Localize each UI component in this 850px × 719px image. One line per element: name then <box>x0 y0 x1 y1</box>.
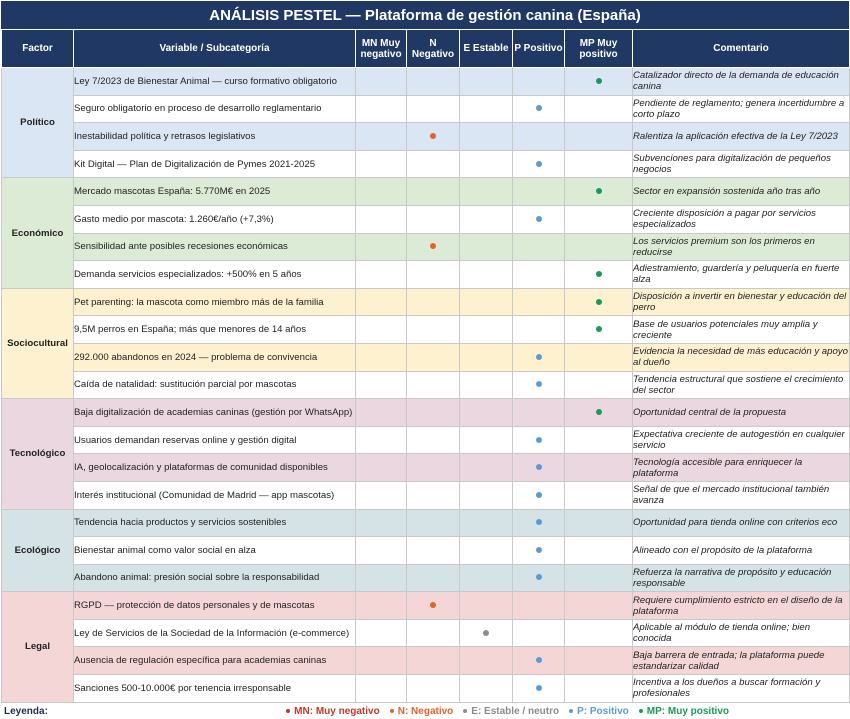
rating-dot-icon <box>430 243 436 249</box>
rating-cell-n <box>407 675 460 703</box>
rating-cell-mp <box>565 592 633 620</box>
comment-cell: Adiestramiento, guardería y peluquería en fuerte alza <box>633 261 850 289</box>
rating-cell-mn <box>356 647 407 675</box>
rating-cell-mp <box>565 261 633 289</box>
rating-cell-e <box>460 399 513 427</box>
rating-cell-mn <box>356 68 407 96</box>
variable-cell: Pet parenting: la mascota como miembro más de la familia <box>74 288 356 316</box>
comment-cell: Expectativa creciente de autogestión en cualquier servicio <box>633 426 850 454</box>
comment-cell: Señal de que el mercado institucional también avanza <box>633 481 850 509</box>
table-row <box>2 205 850 233</box>
variable-cell: Usuarios demandan reservas online y gestión digital <box>74 426 356 454</box>
rating-cell-mp <box>565 150 633 178</box>
comment-cell: Catalizador directo de la demanda de educación canina <box>633 68 850 96</box>
rating-cell-n <box>407 288 460 316</box>
variable-cell: Seguro obligatorio en proceso de desarrollo reglamentario <box>74 95 356 123</box>
table-row <box>2 316 850 344</box>
rating-cell-p <box>513 150 565 178</box>
rating-cell-p <box>513 592 565 620</box>
rating-cell-p <box>513 399 565 427</box>
legend-dot-icon <box>463 709 467 713</box>
rating-cell-e <box>460 592 513 620</box>
factor-cell: Político <box>2 68 74 178</box>
rating-cell-n <box>407 564 460 592</box>
rating-cell-n <box>407 261 460 289</box>
variable-cell: RGPD — protección de datos personales y de mascotas <box>74 592 356 620</box>
rating-cell-n <box>407 592 460 620</box>
rating-cell-n <box>407 316 460 344</box>
rating-cell-p <box>513 95 565 123</box>
comment-cell: Pendiente de reglamento; genera incertidumbre a corto plazo <box>633 95 850 123</box>
rating-dot-icon <box>536 354 542 360</box>
rating-cell-p <box>513 619 565 647</box>
table-row <box>2 371 850 399</box>
variable-cell: Demanda servicios especializados: +500% en 5 años <box>74 261 356 289</box>
header-p: P Positivo <box>513 30 565 68</box>
rating-cell-mn <box>356 288 407 316</box>
rating-cell-e <box>460 68 513 96</box>
rating-cell-p <box>513 123 565 151</box>
legend-item-mn <box>286 706 380 717</box>
comment-cell: Subvenciones para digitalización de pequeños negocios <box>633 150 850 178</box>
table-row <box>2 343 850 371</box>
rating-cell-mp <box>565 123 633 151</box>
rating-cell-e <box>460 619 513 647</box>
header-variable: Variable / Subcategoría <box>74 30 356 68</box>
header-mn: MN Muy negativo <box>356 30 407 68</box>
legend-dot-icon <box>569 709 573 713</box>
rating-cell-mp <box>565 481 633 509</box>
header-factor: Factor <box>2 30 74 68</box>
rating-cell-mn <box>356 178 407 206</box>
comment-cell: Aplicable al módulo de tienda online; bien conocida <box>633 619 850 647</box>
table-row <box>2 426 850 454</box>
comment-cell: Evidencia la necesidad de más educación y apoyo al dueño <box>633 343 850 371</box>
rating-dot-icon <box>596 299 602 305</box>
rating-cell-n <box>407 537 460 565</box>
table-row <box>2 647 850 675</box>
table-body <box>2 68 850 703</box>
rating-cell-n <box>407 233 460 261</box>
rating-cell-mp <box>565 371 633 399</box>
legend-item-label: E: Estable / neutro <box>471 705 560 717</box>
table-row <box>2 509 850 537</box>
rating-cell-e <box>460 564 513 592</box>
sheet-title: ANÁLISIS PESTEL — Plataforma de gestión canina (España) <box>1 1 849 29</box>
rating-dot-icon <box>536 437 542 443</box>
rating-dot-icon <box>596 78 602 84</box>
rating-cell-mp <box>565 675 633 703</box>
header-n: N Negativo <box>407 30 460 68</box>
factor-cell: Sociocultural <box>2 288 74 398</box>
rating-cell-mp <box>565 564 633 592</box>
rating-dot-icon <box>536 216 542 222</box>
header-e: E Estable <box>460 30 513 68</box>
rating-dot-icon <box>536 381 542 387</box>
header-row <box>2 30 850 68</box>
rating-cell-e <box>460 150 513 178</box>
rating-cell-n <box>407 509 460 537</box>
rating-dot-icon <box>596 409 602 415</box>
rating-cell-e <box>460 371 513 399</box>
legend-item-label: MP: Muy positivo <box>646 705 729 717</box>
table-row <box>2 261 850 289</box>
comment-cell: Oportunidad para tienda online con criterios eco <box>633 509 850 537</box>
table-row <box>2 123 850 151</box>
table-row <box>2 288 850 316</box>
comment-cell: Refuerza la narrativa de propósito y educación responsable <box>633 564 850 592</box>
rating-cell-p <box>513 316 565 344</box>
variable-cell: Ausencia de regulación específica para academias caninas <box>74 647 356 675</box>
rating-cell-mn <box>356 150 407 178</box>
factor-cell: Ecológico <box>2 509 74 592</box>
rating-cell-mn <box>356 399 407 427</box>
rating-cell-mn <box>356 592 407 620</box>
rating-cell-n <box>407 619 460 647</box>
rating-cell-e <box>460 123 513 151</box>
variable-cell: Sanciones 500-10.000€ por tenencia irresponsable <box>74 675 356 703</box>
rating-cell-mn <box>356 481 407 509</box>
variable-cell: Mercado mascotas España: 5.770M€ en 2025 <box>74 178 356 206</box>
rating-cell-p <box>513 647 565 675</box>
legend-label: Leyenda: <box>4 705 48 717</box>
legend-dot-icon <box>639 709 643 713</box>
rating-cell-e <box>460 233 513 261</box>
comment-cell: Baja barrera de entrada; la plataforma puede estandarizar calidad <box>633 647 850 675</box>
rating-cell-e <box>460 675 513 703</box>
rating-cell-e <box>460 205 513 233</box>
variable-cell: 9,5M perros en España; más que menores de 14 años <box>74 316 356 344</box>
rating-cell-mn <box>356 261 407 289</box>
rating-cell-e <box>460 426 513 454</box>
legend <box>1 704 849 718</box>
rating-cell-mp <box>565 619 633 647</box>
table-row <box>2 537 850 565</box>
rating-dot-icon <box>536 519 542 525</box>
rating-cell-mp <box>565 95 633 123</box>
rating-dot-icon <box>596 326 602 332</box>
rating-cell-mn <box>356 564 407 592</box>
rating-cell-mn <box>356 537 407 565</box>
table-row <box>2 233 850 261</box>
rating-cell-p <box>513 261 565 289</box>
table-row <box>2 399 850 427</box>
table-row <box>2 150 850 178</box>
legend-dot-icon <box>286 709 290 713</box>
variable-cell: Baja digitalización de academias caninas (gestión por WhatsApp) <box>74 399 356 427</box>
rating-cell-n <box>407 399 460 427</box>
rating-cell-n <box>407 647 460 675</box>
header-mp: MP Muy positivo <box>565 30 633 68</box>
rating-cell-e <box>460 178 513 206</box>
factor-cell: Económico <box>2 178 74 288</box>
rating-cell-n <box>407 123 460 151</box>
rating-dot-icon <box>536 547 542 553</box>
rating-cell-n <box>407 95 460 123</box>
rating-cell-n <box>407 68 460 96</box>
rating-cell-p <box>513 454 565 482</box>
variable-cell: Tendencia hacia productos y servicios sostenibles <box>74 509 356 537</box>
legend-item-label: MN: Muy negativo <box>294 705 380 717</box>
rating-cell-mp <box>565 399 633 427</box>
rating-cell-p <box>513 343 565 371</box>
rating-cell-n <box>407 371 460 399</box>
rating-dot-icon <box>536 574 542 580</box>
rating-dot-icon <box>536 685 542 691</box>
legend-item-label: N: Negativo <box>397 705 454 717</box>
rating-cell-mp <box>565 288 633 316</box>
variable-cell: Ley de Servicios de la Sociedad de la Información (e-commerce) <box>74 619 356 647</box>
factor-cell: Tecnológico <box>2 399 74 509</box>
rating-cell-mp <box>565 316 633 344</box>
comment-cell: Ralentiza la aplicación efectiva de la Ley 7/2023 <box>633 123 850 151</box>
rating-cell-p <box>513 564 565 592</box>
variable-cell: 292.000 abandonos en 2024 — problema de convivencia <box>74 343 356 371</box>
header-comentario: Comentario <box>633 30 850 68</box>
table-row <box>2 564 850 592</box>
rating-cell-p <box>513 509 565 537</box>
rating-cell-mn <box>356 316 407 344</box>
rating-cell-n <box>407 426 460 454</box>
rating-dot-icon <box>483 630 489 636</box>
rating-cell-e <box>460 454 513 482</box>
variable-cell: Bienestar animal como valor social en alza <box>74 537 356 565</box>
variable-cell: Interés institucional (Comunidad de Madrid — app mascotas) <box>74 481 356 509</box>
rating-cell-p <box>513 675 565 703</box>
comment-cell: Incentiva a los dueños a buscar formación y profesionales <box>633 675 850 703</box>
rating-dot-icon <box>536 161 542 167</box>
legend-item-e <box>463 706 559 717</box>
rating-cell-mp <box>565 233 633 261</box>
rating-cell-e <box>460 509 513 537</box>
rating-cell-e <box>460 95 513 123</box>
comment-cell: Tecnología accesible para enriquecer la plataforma <box>633 454 850 482</box>
legend-item-label: P: Positivo <box>577 705 629 717</box>
comment-cell: Disposición a invertir en bienestar y educación del perro <box>633 288 850 316</box>
comment-cell: Sector en expansión sostenida año tras año <box>633 178 850 206</box>
comment-cell: Alineado con el propósito de la plataforma <box>633 537 850 565</box>
factor-cell: Legal <box>2 592 74 702</box>
rating-cell-mp <box>565 205 633 233</box>
rating-cell-mn <box>356 426 407 454</box>
variable-cell: Ley 7/2023 de Bienestar Animal — curso formativo obligatorio <box>74 68 356 96</box>
rating-cell-p <box>513 537 565 565</box>
rating-cell-e <box>460 343 513 371</box>
legend-items <box>74 706 849 717</box>
table-row <box>2 454 850 482</box>
legend-item-n <box>390 706 454 717</box>
rating-cell-mp <box>565 68 633 96</box>
variable-cell: Kit Digital — Plan de Digitalización de Pymes 2021-2025 <box>74 150 356 178</box>
rating-cell-mp <box>565 343 633 371</box>
rating-cell-p <box>513 426 565 454</box>
rating-cell-mp <box>565 509 633 537</box>
rating-cell-mn <box>356 205 407 233</box>
table-row <box>2 675 850 703</box>
variable-cell: Caída de natalidad: sustitución parcial por mascotas <box>74 371 356 399</box>
rating-cell-e <box>460 261 513 289</box>
comment-cell: Creciente disposición a pagar por servicios especializados <box>633 205 850 233</box>
rating-cell-p <box>513 371 565 399</box>
rating-cell-p <box>513 178 565 206</box>
table-row <box>2 178 850 206</box>
rating-cell-e <box>460 316 513 344</box>
rating-dot-icon <box>596 271 602 277</box>
rating-cell-mp <box>565 454 633 482</box>
rating-cell-p <box>513 205 565 233</box>
rating-cell-n <box>407 343 460 371</box>
rating-cell-mn <box>356 233 407 261</box>
rating-cell-mn <box>356 123 407 151</box>
rating-cell-e <box>460 481 513 509</box>
rating-cell-p <box>513 481 565 509</box>
variable-cell: IA, geolocalización y plataformas de comunidad disponibles <box>74 454 356 482</box>
rating-cell-mn <box>356 619 407 647</box>
rating-cell-p <box>513 288 565 316</box>
rating-cell-mp <box>565 537 633 565</box>
table-row <box>2 95 850 123</box>
legend-item-p <box>569 706 629 717</box>
rating-cell-p <box>513 68 565 96</box>
rating-cell-n <box>407 481 460 509</box>
rating-dot-icon <box>430 602 436 608</box>
variable-cell: Inestabilidad política y retrasos legislativos <box>74 123 356 151</box>
rating-cell-e <box>460 288 513 316</box>
variable-cell: Abandono animal: presión social sobre la responsabilidad <box>74 564 356 592</box>
rating-cell-n <box>407 178 460 206</box>
table-row <box>2 592 850 620</box>
table-row <box>2 481 850 509</box>
rating-cell-n <box>407 150 460 178</box>
rating-dot-icon <box>536 657 542 663</box>
rating-cell-mp <box>565 426 633 454</box>
pestel-table <box>1 29 850 703</box>
table-row <box>2 68 850 96</box>
comment-cell: Oportunidad central de la propuesta <box>633 399 850 427</box>
rating-cell-p <box>513 233 565 261</box>
rating-dot-icon <box>430 133 436 139</box>
comment-cell: Requiere cumplimiento estricto en el diseño de la plataforma <box>633 592 850 620</box>
rating-cell-mn <box>356 371 407 399</box>
rating-dot-icon <box>596 188 602 194</box>
rating-cell-mn <box>356 343 407 371</box>
rating-dot-icon <box>536 105 542 111</box>
rating-cell-mn <box>356 509 407 537</box>
variable-cell: Gasto medio por mascota: 1.260€/año (+7,3%) <box>74 205 356 233</box>
rating-cell-n <box>407 205 460 233</box>
rating-cell-e <box>460 647 513 675</box>
comment-cell: Tendencia estructural que sostiene el crecimiento del sector <box>633 371 850 399</box>
rating-dot-icon <box>536 464 542 470</box>
comment-cell: Los servicios premium son los primeros en reducirse <box>633 233 850 261</box>
rating-cell-mn <box>356 95 407 123</box>
table-row <box>2 619 850 647</box>
rating-cell-mp <box>565 647 633 675</box>
rating-dot-icon <box>536 492 542 498</box>
rating-cell-e <box>460 537 513 565</box>
rating-cell-n <box>407 454 460 482</box>
rating-cell-mn <box>356 454 407 482</box>
rating-cell-mn <box>356 675 407 703</box>
legend-dot-icon <box>390 709 394 713</box>
rating-cell-mp <box>565 178 633 206</box>
variable-cell: Sensibilidad ante posibles recesiones económicas <box>74 233 356 261</box>
legend-item-mp <box>639 706 729 717</box>
comment-cell: Base de usuarios potenciales muy amplia y creciente <box>633 316 850 344</box>
